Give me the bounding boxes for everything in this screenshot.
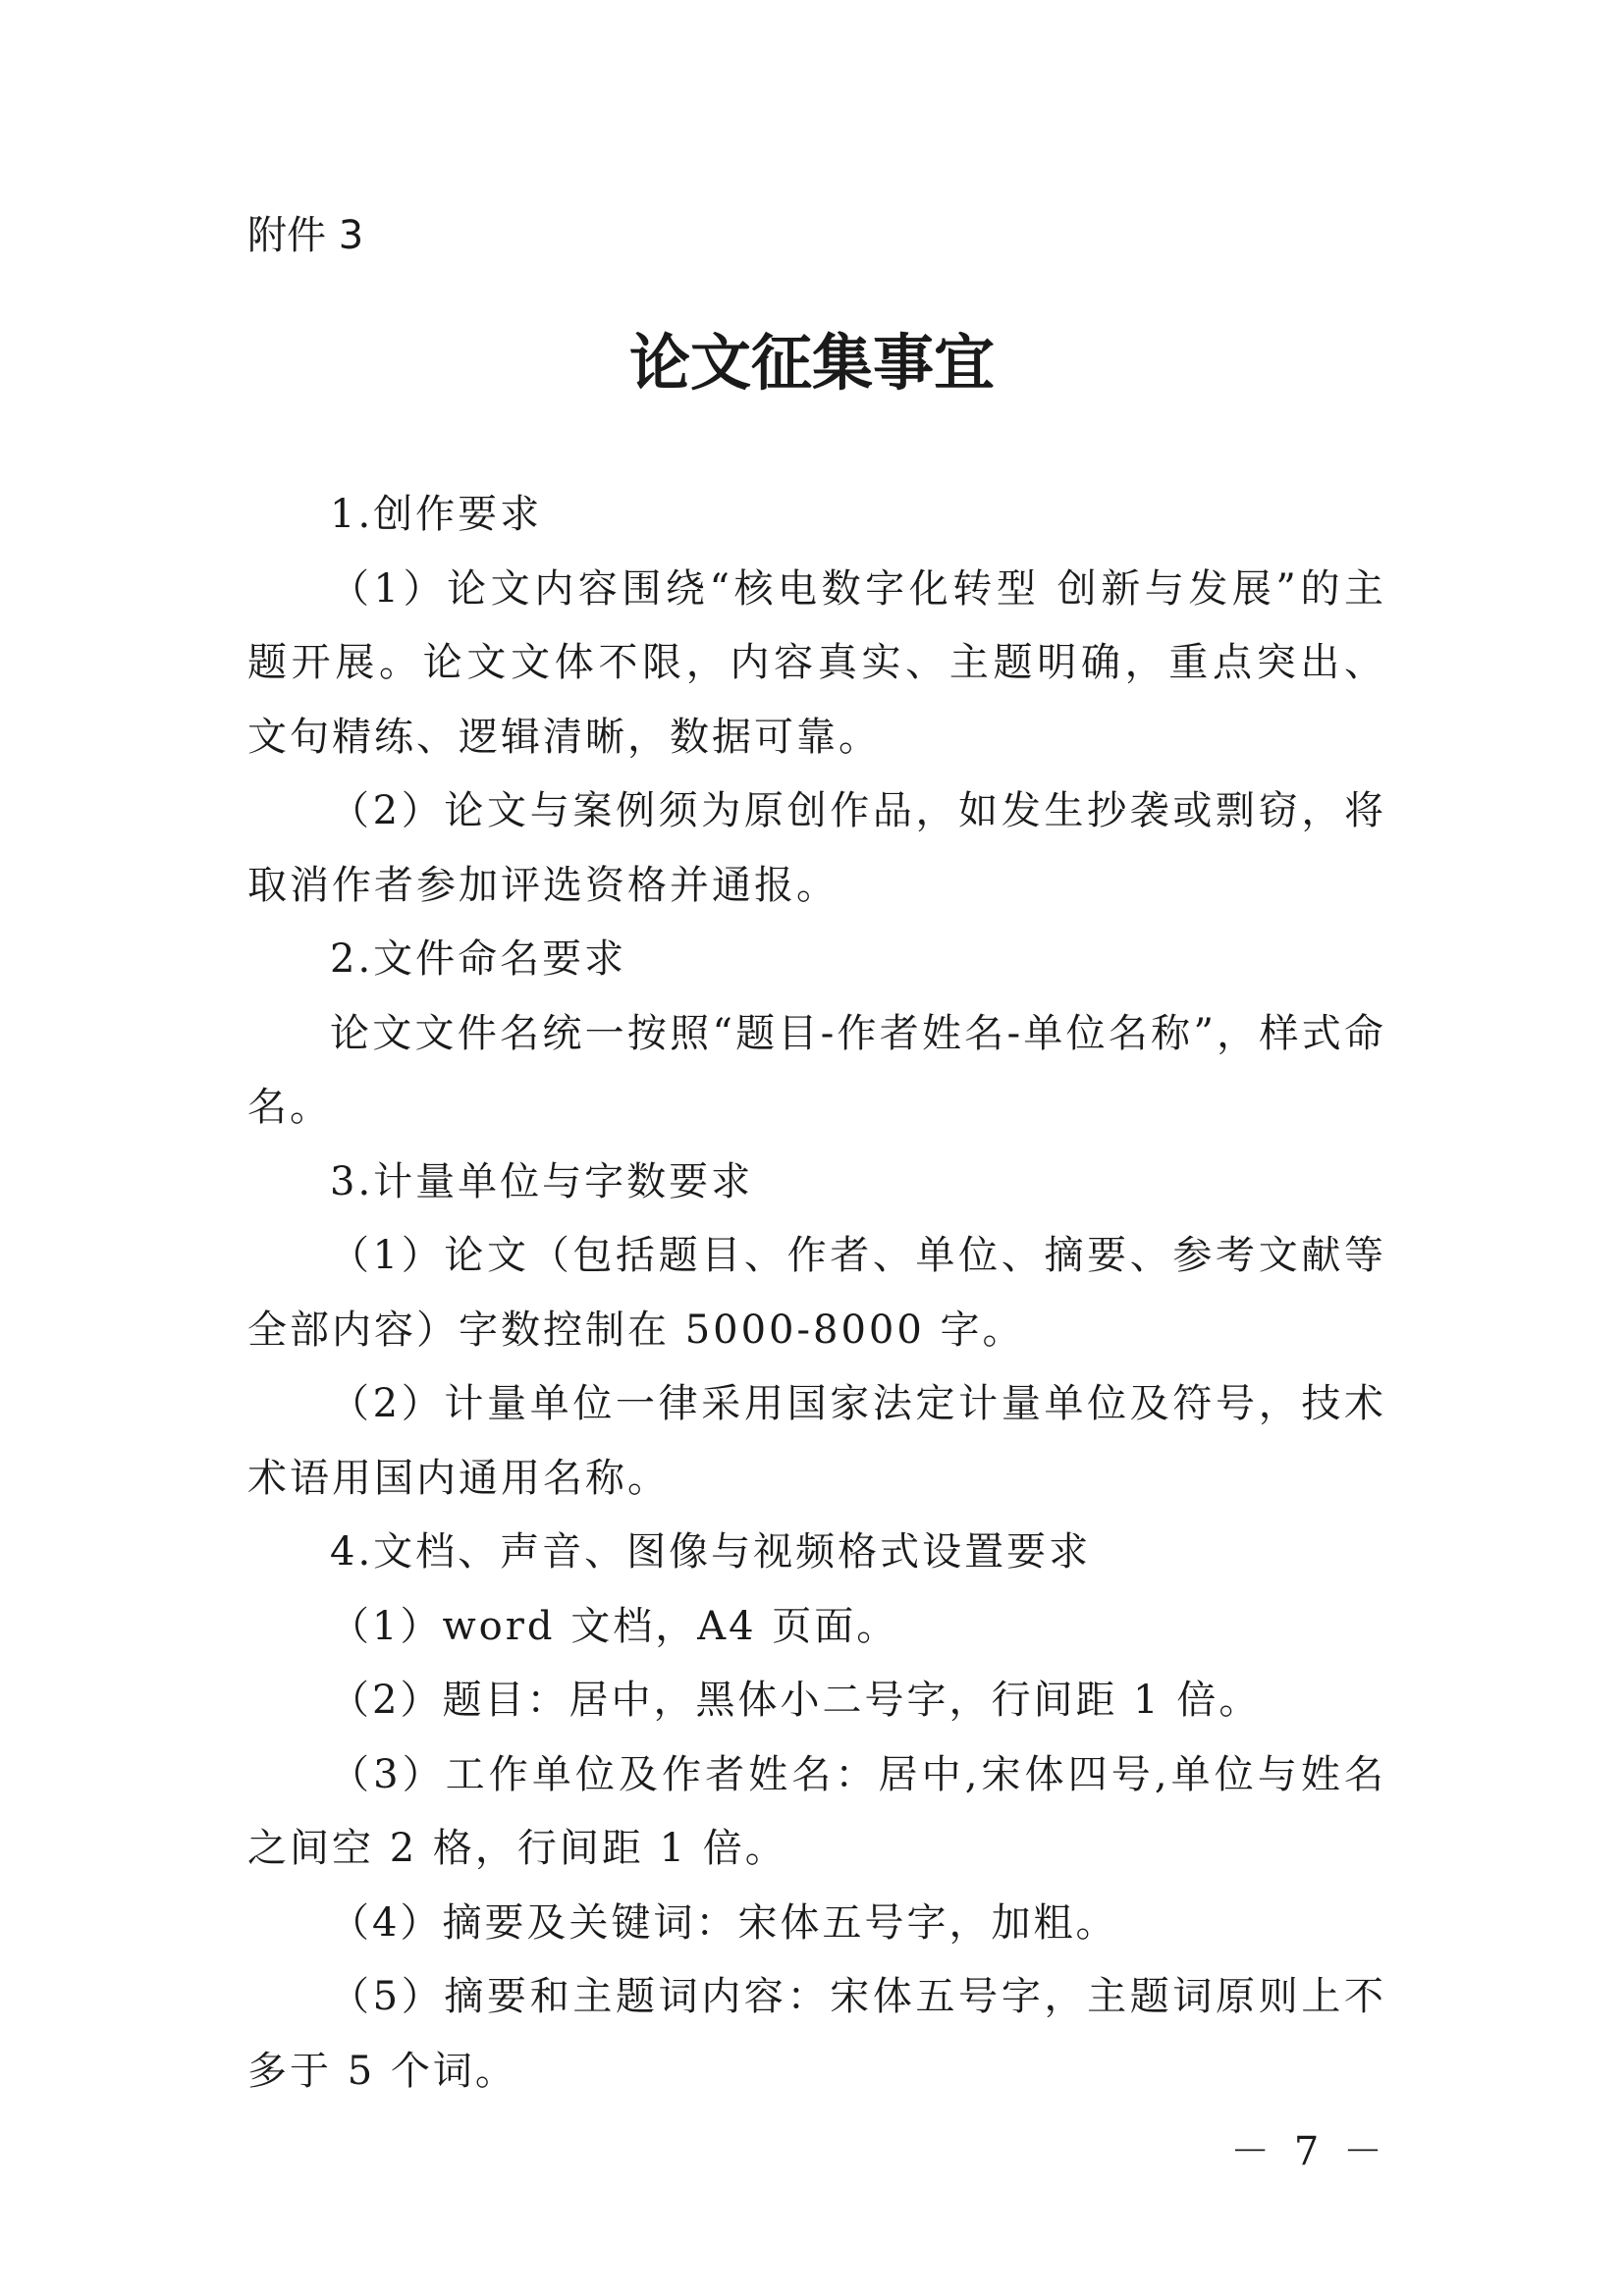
paragraph-affiliation-format: （3）工作单位及作者姓名：居中,宋体四号,单位与姓名之间空 2 格，行间距 1 倍。 <box>247 1751 1386 1871</box>
paragraph-abstract-content-format: （5）摘要和主题词内容：宋体五号字，主题词原则上不多于 5 个词。 <box>247 1974 1386 2094</box>
paragraph-measurement-units: （2）计量单位一律采用国家法定计量单位及符号，技术术语用国内通用名称。 <box>247 1381 1386 1501</box>
paragraph-title-format: （2）题目：居中，黑体小二号字，行间距 1 倍。 <box>330 1678 1262 1723</box>
page-number: － 7 － <box>1230 2129 1388 2174</box>
section-heading-units-and-word-count: 3.计量单位与字数要求 <box>330 1158 754 1204</box>
attachment-label: 附件 3 <box>247 213 364 258</box>
paragraph-originality-requirement: （2）论文与案例须为原创作品，如发生抄袭或剽窃，将取消作者参加评选资格并通报。 <box>247 788 1386 908</box>
paragraph-file-naming-rule: 论文文件名统一按照“题目-作者姓名-单位名称”，样式命名。 <box>247 1010 1386 1130</box>
section-heading-format-requirements: 4.文档、声音、图像与视频格式设置要求 <box>330 1529 1092 1575</box>
paragraph-word-count: （1）论文（包括题目、作者、单位、摘要、参考文献等全部内容）字数控制在 5000-8000 字。 <box>247 1233 1386 1353</box>
document-title: 论文征集事宜 <box>628 327 995 399</box>
paragraph-word-document: （1）word 文档，A4 页面。 <box>330 1603 899 1649</box>
document-body <box>247 478 1386 2109</box>
section-heading-creation-requirements: 1.创作要求 <box>330 492 543 537</box>
section-heading-file-naming: 2.文件命名要求 <box>330 936 627 982</box>
paragraph-theme-requirement: （1）论文内容围绕“核电数字化转型 创新与发展”的主题开展。论文文体不限，内容真实、主题明确，重点突出、文句精练、逻辑清晰，数据可靠。 <box>247 565 1386 760</box>
paragraph-abstract-keywords-format: （4）摘要及关键词：宋体五号字，加粗。 <box>330 1899 1118 1946</box>
